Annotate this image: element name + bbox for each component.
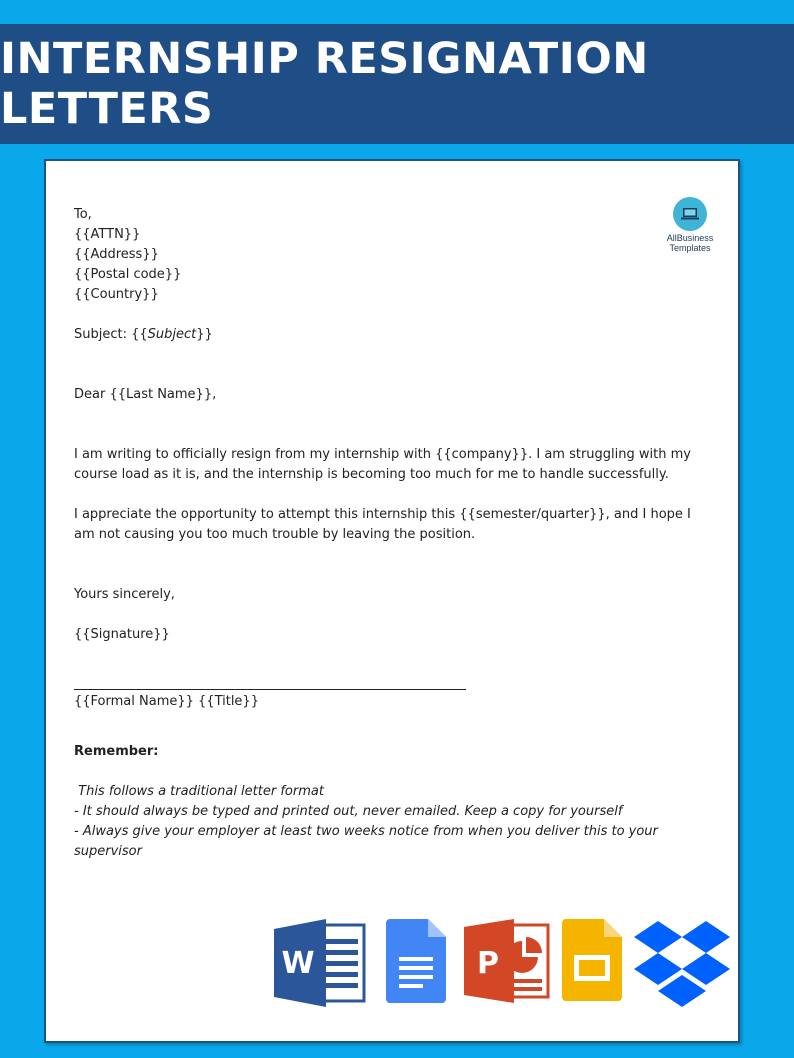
paragraph-1: I am writing to officially resign from my internship with {{company}}. I am struggling with my course load as it is, and the internship is becoming too much for me to handle successfully. (74, 447, 691, 482)
logo-line-1: AllBusiness (666, 233, 714, 243)
attn-field: {{ATTN}} (74, 227, 141, 242)
remember-heading: Remember: (74, 744, 159, 759)
letter-page (44, 159, 740, 1043)
note-item: - It should always be typed and printed out, never emailed. Keep a copy for yourself (74, 804, 623, 819)
subject-field: Subject (147, 327, 197, 342)
logo-line-2: Templates (669, 243, 711, 253)
google-slides-icon[interactable] (562, 919, 622, 1001)
postal-code-field: {{Postal code}} (74, 267, 182, 282)
google-docs-icon[interactable] (386, 919, 446, 1003)
salutation: Dear {{Last Name}}, (74, 387, 217, 402)
formal-name-field: {{Formal Name}} {{Title}} (74, 694, 259, 709)
word-letter: W (281, 946, 315, 981)
word-icon[interactable] (274, 919, 366, 1007)
powerpoint-letter: P (477, 946, 499, 981)
title-banner (0, 24, 794, 144)
paragraph-2: I appreciate the opportunity to attempt this internship this {{semester/quarter}}, and I hope I am not causing you too much trouble by leaving the position. (74, 507, 691, 542)
subject-suffix: }} (196, 327, 213, 342)
app-icons-row (274, 919, 734, 1009)
powerpoint-icon[interactable] (464, 919, 550, 1003)
letter-body (74, 205, 714, 862)
signature-field: {{Signature}} (74, 627, 170, 642)
subject-prefix: Subject: {{ (74, 327, 148, 342)
closing: Yours sincerely, (74, 587, 175, 602)
to-line: To, (74, 207, 92, 222)
note-item: This follows a traditional letter format (74, 784, 324, 799)
address-field: {{Address}} (74, 247, 159, 262)
page-title: INTERNSHIP RESIGNATION LETTERS (0, 34, 649, 134)
country-field: {{Country}} (74, 287, 159, 302)
signature-line (74, 689, 466, 690)
note-item: - Always give your employer at least two weeks notice from when you deliver this to your supervisor (74, 824, 658, 859)
dropbox-icon[interactable] (634, 919, 730, 1009)
subject-line (74, 325, 714, 345)
